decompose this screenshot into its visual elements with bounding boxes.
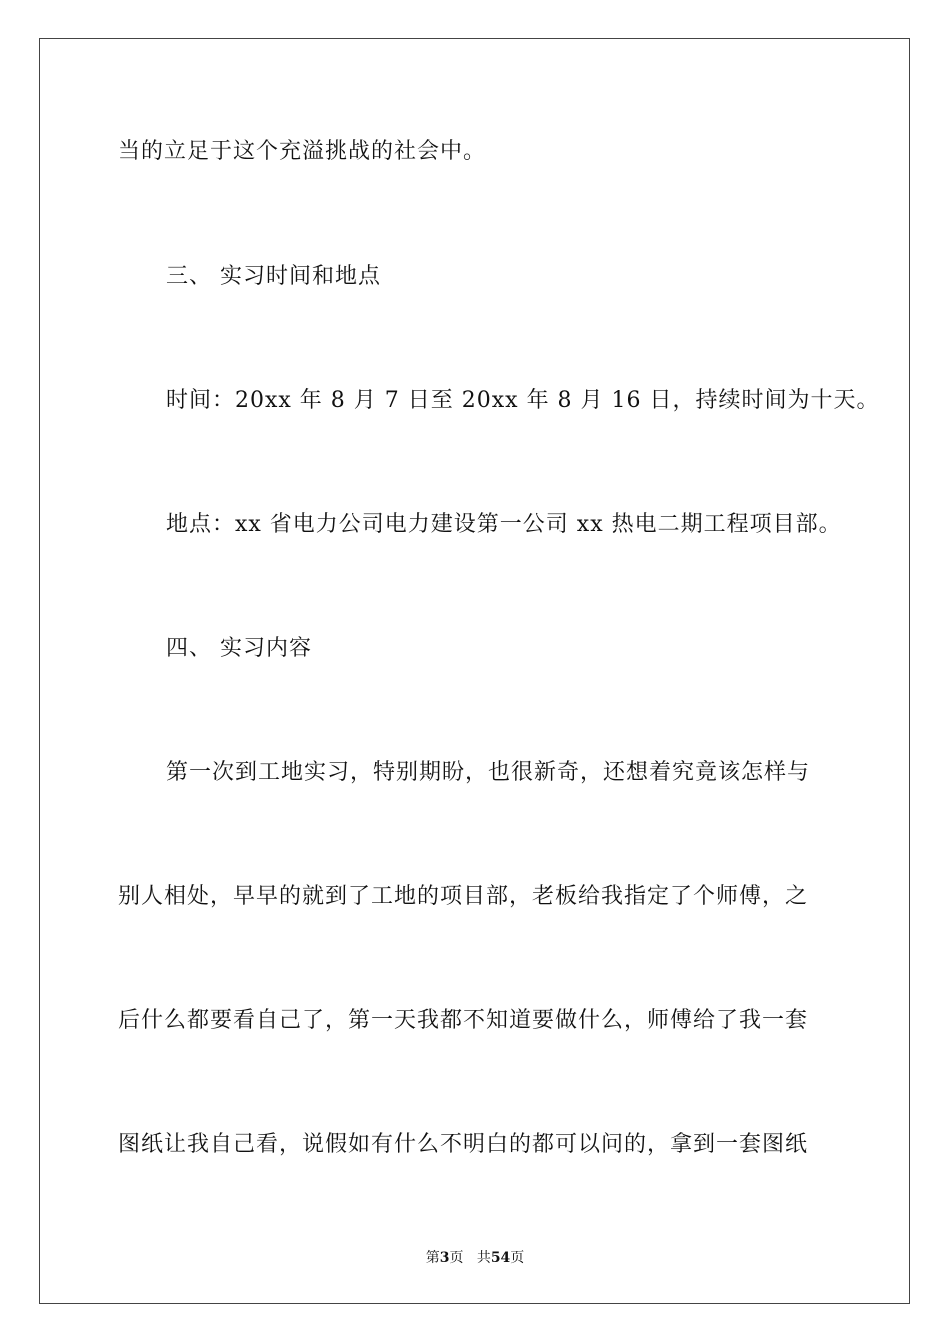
content-paragraph-line-1: 第一次到工地实习，特别期盼，也很新奇，还想着究竟该怎样与 [166, 760, 811, 785]
footer-page-suffix: 页 [449, 1250, 464, 1266]
content-paragraph-line-4: 图纸让我自己看，说假如有什么不明白的都可以问的，拿到一套图纸 [118, 1132, 809, 1157]
location-paragraph: 地点：xx 省电力公司电力建设第一公司 xx 热电二期工程项目部。 [166, 512, 842, 537]
footer-total-pages: 54 [490, 1250, 511, 1266]
section-heading-3: 三、 实习时间和地点 [166, 264, 381, 289]
page-footer [0, 1249, 950, 1267]
section-heading-4: 四、 实习内容 [166, 636, 312, 661]
footer-page-number: 3 [439, 1250, 450, 1266]
footer-page-prefix: 第 [425, 1250, 440, 1266]
footer-total-prefix: 共 [476, 1250, 491, 1266]
body-line-1: 当的立足于这个充溢挑战的社会中。 [118, 139, 487, 164]
page-border [39, 38, 910, 1304]
content-paragraph-line-3: 后什么都要看自己了，第一天我都不知道要做什么，师傅给了我一套 [118, 1008, 809, 1033]
footer-total-suffix: 页 [510, 1250, 525, 1266]
content-paragraph-line-2: 别人相处，早早的就到了工地的项目部，老板给我指定了个师傅，之 [118, 884, 809, 909]
time-paragraph: 时间：20xx 年 8 月 7 日至 20xx 年 8 月 16 日，持续时间为十天。 [166, 388, 880, 413]
